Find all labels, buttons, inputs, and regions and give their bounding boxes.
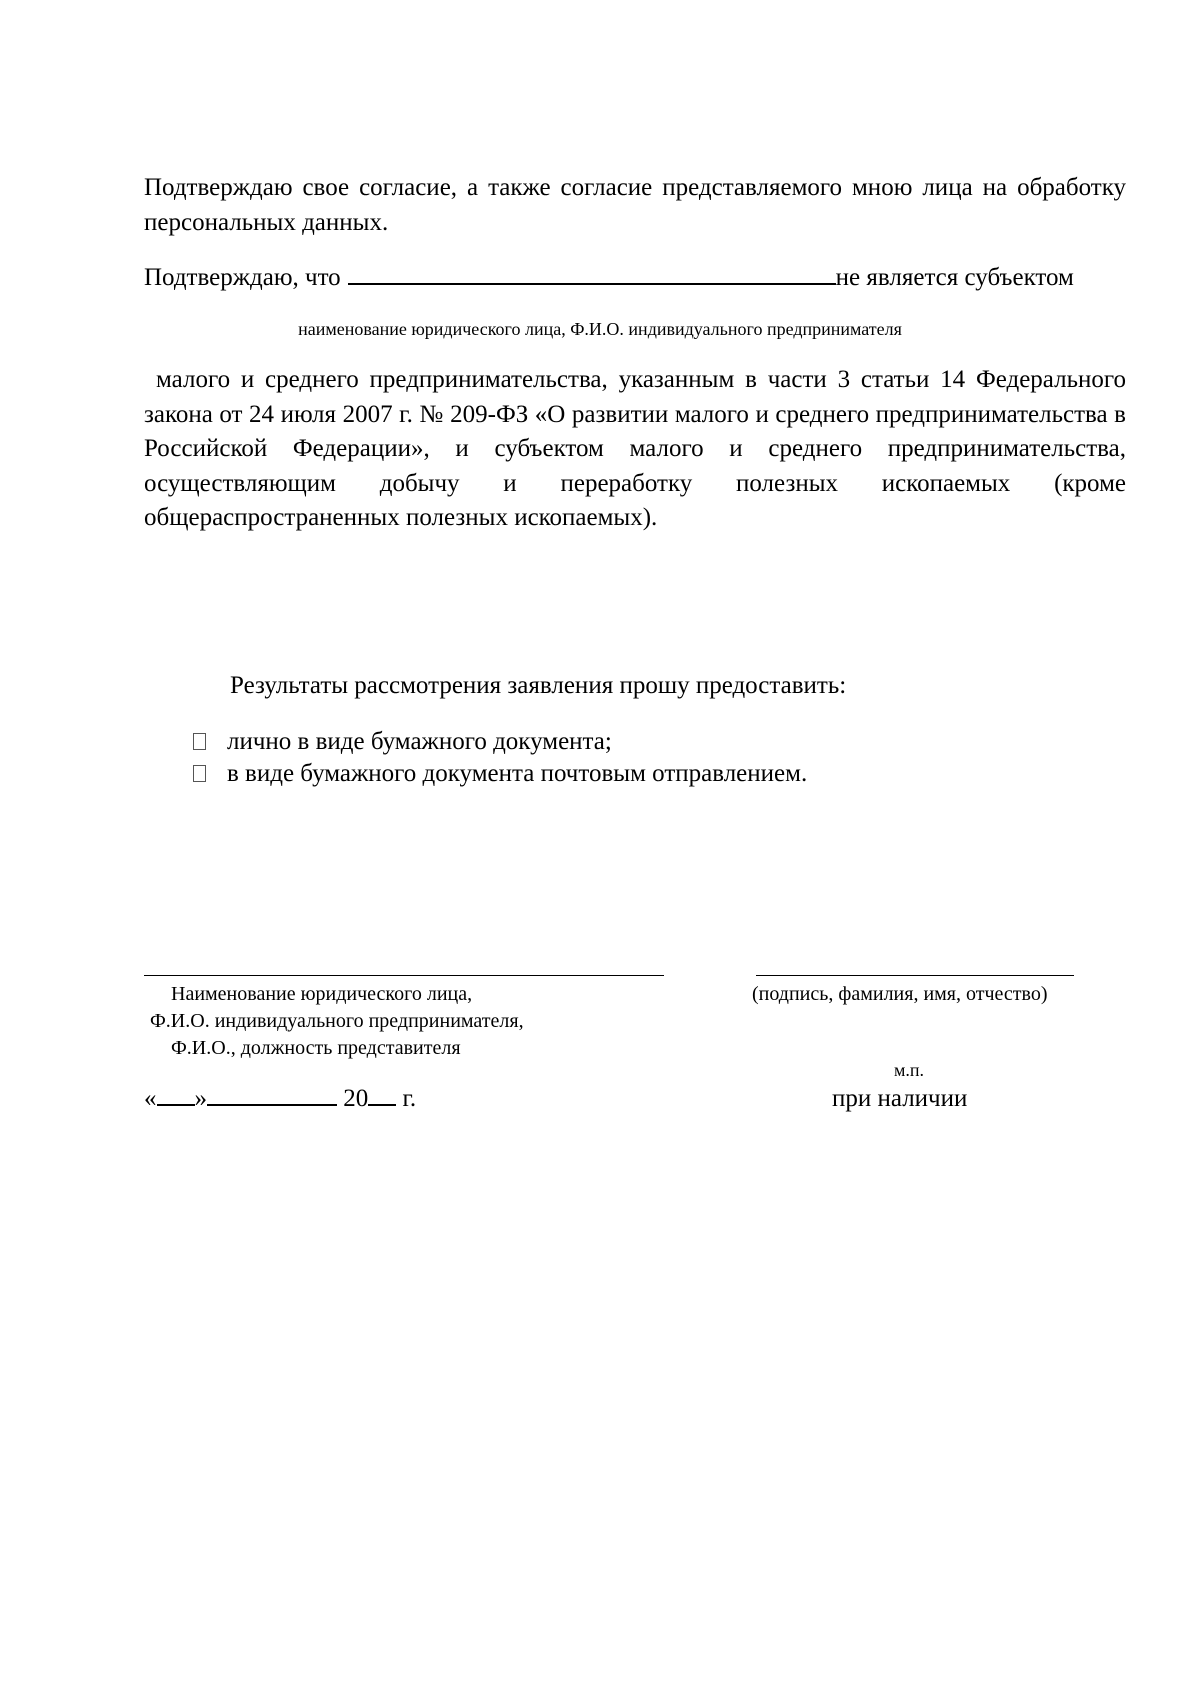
confirm-tail: не является субъектом (835, 264, 1074, 291)
entity-caption-line-2: Ф.И.О. индивидуального предпринимателя, (150, 1010, 524, 1032)
entity-caption-line-1: Наименование юридического лица, (171, 983, 473, 1005)
date-open-quote: « (144, 1085, 157, 1112)
century-text: 20 (343, 1085, 369, 1112)
confirm-lead: Подтверждаю, что (144, 264, 341, 291)
entity-name-caption: наименование юридического лица, Ф.И.О. индивидуального предпринимателя (298, 319, 902, 339)
day-blank[interactable] (157, 1082, 195, 1106)
checkbox-icon[interactable] (193, 733, 206, 750)
date-line (144, 1082, 416, 1116)
confirm-continuation-text: малого и среднего предпринимательства, указанным в части 3 статьи 14 Федерального закона от 24 июля 2007 г. № 209-ФЗ «О развитии малого и среднего предпринимательства в Российской Федерации», и субъектом малого и среднего предпринимательства, осуществляющим добычу и переработку полезных ископаемых (кроме общераспространенных полезных ископаемых). (144, 366, 1126, 531)
year-blank[interactable] (368, 1082, 396, 1106)
results-title: Результаты рассмотрения заявления прошу предоставить: (230, 672, 847, 699)
month-blank[interactable] (207, 1082, 337, 1106)
date-close-quote: » (194, 1085, 207, 1112)
option-label: в виде бумажного документа почтовым отправлением. (227, 760, 808, 787)
confirm-line (144, 261, 1126, 295)
year-suffix: г. (402, 1085, 417, 1112)
option-in-person[interactable] (193, 726, 612, 758)
entity-signature-line[interactable] (144, 975, 664, 976)
confirm-continuation (144, 363, 1126, 536)
option-by-mail[interactable] (193, 758, 807, 790)
option-label: лично в виде бумажного документа; (227, 728, 612, 755)
entity-caption-line-3: Ф.И.О., должность представителя (171, 1037, 461, 1059)
signature-line[interactable] (756, 975, 1074, 976)
checkbox-icon[interactable] (193, 765, 206, 782)
entity-name-blank[interactable] (348, 261, 836, 285)
stamp-note: при наличии (832, 1085, 968, 1112)
consent-paragraph: Подтверждаю свое согласие, а также согласие представляемого мною лица на обработку персональных данных. (144, 174, 1126, 236)
stamp-label: м.п. (894, 1060, 925, 1080)
signature-caption: (подпись, фамилия, имя, отчество) (752, 983, 1048, 1005)
